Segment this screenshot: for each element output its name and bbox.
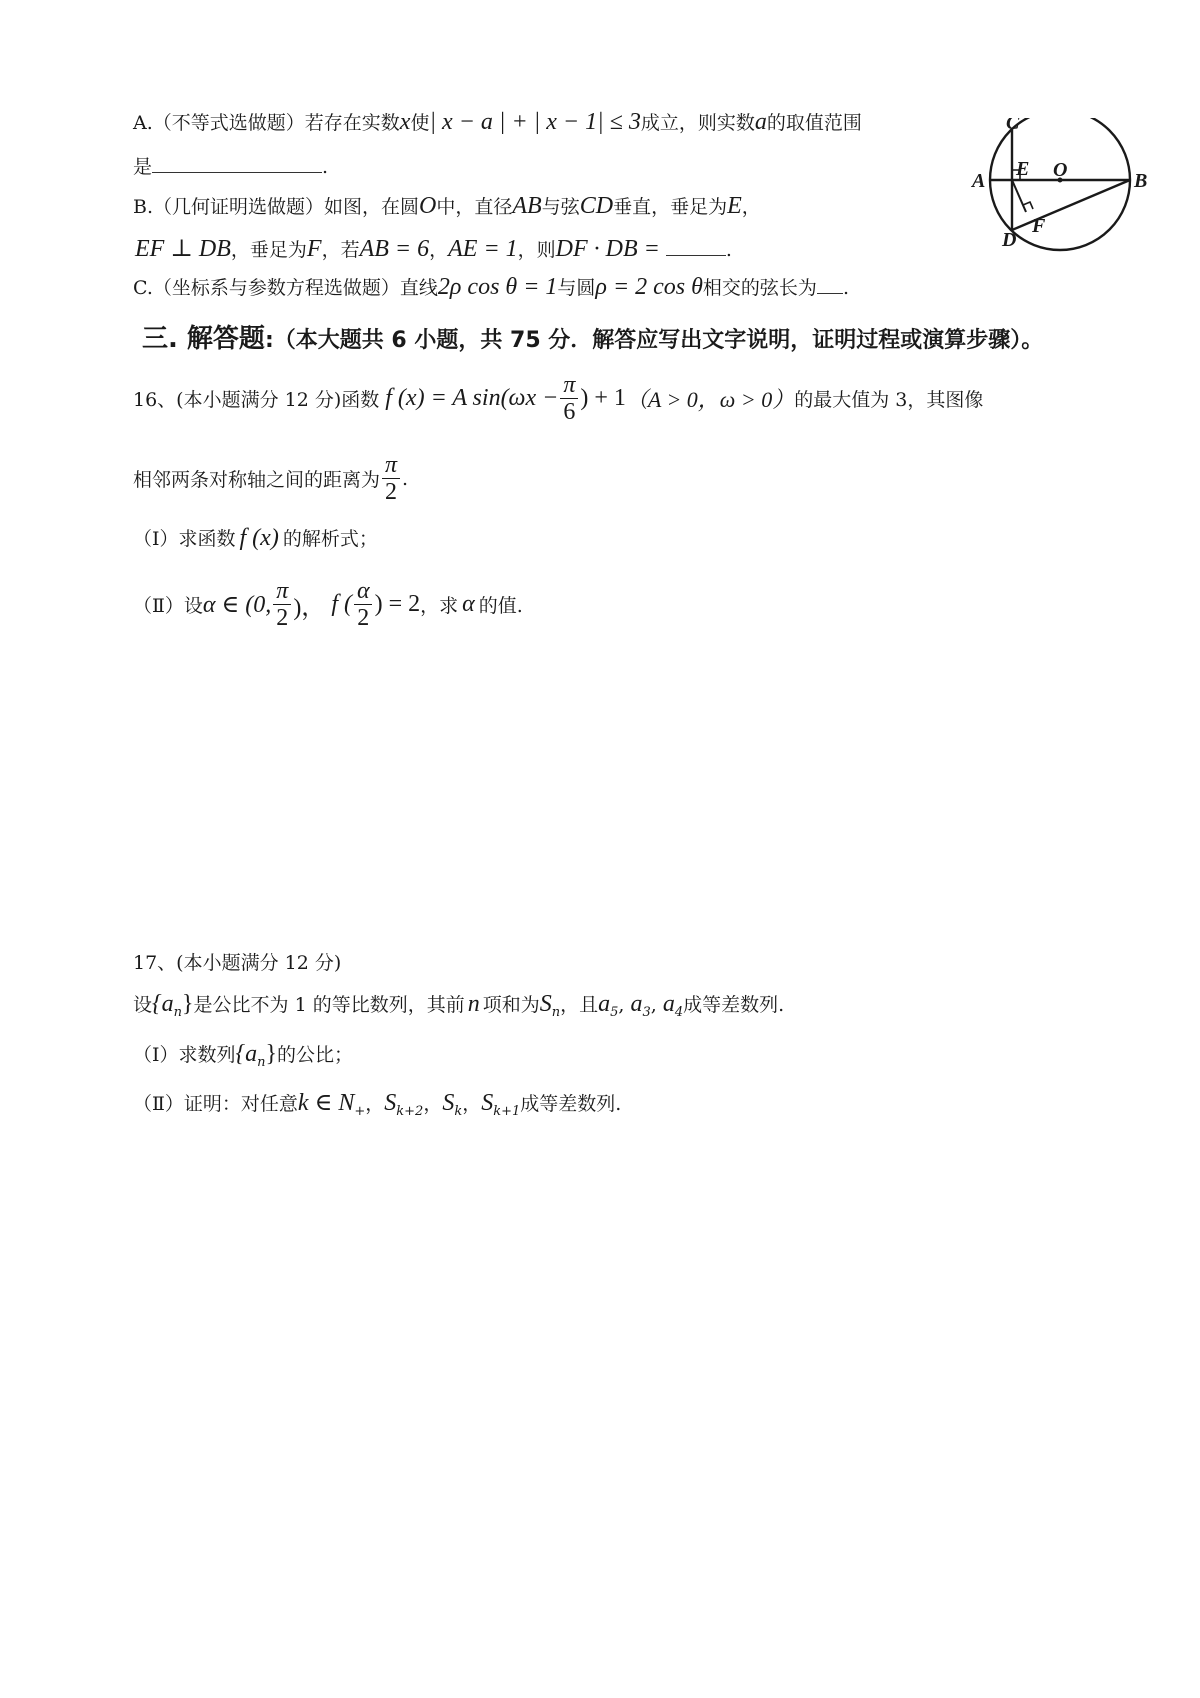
sub-n: n — [173, 1004, 182, 1020]
var-s: S — [539, 991, 552, 1017]
chord-cd: CD — [579, 193, 614, 219]
label-o: O — [1053, 159, 1068, 181]
frac-numerator: π — [563, 372, 576, 398]
option-b-l2-mid3: ，则 — [517, 239, 556, 261]
option-b-line1 — [133, 192, 761, 220]
q16-line2 — [133, 452, 408, 506]
label-d: D — [1002, 229, 1017, 251]
df-times-db: DF · DB = — [555, 236, 660, 262]
section-title: 三. 解答题 — [142, 324, 265, 354]
db-line — [1012, 180, 1130, 230]
q17-l1-b: 是公比不为 1 的等比数列，其前 — [193, 994, 465, 1016]
q17-number: 17、(本小题满分 12 分) — [133, 952, 342, 974]
option-b-l2-mid2: ，若 — [321, 239, 360, 261]
option-b-lead: B.（几何证明选做题）如图，在圆 — [133, 196, 420, 218]
q16-condition: （A > 0，ω > 0） — [625, 387, 795, 413]
point-f: F — [306, 236, 322, 262]
q17-part1 — [133, 1040, 353, 1070]
fraction-alpha-over-2 — [354, 578, 373, 632]
option-a-use: 使 — [410, 112, 430, 134]
ab-equals: AB = 6 — [359, 236, 430, 262]
alpha-symbol: α — [462, 591, 475, 618]
label-f: F — [1032, 215, 1046, 237]
label-c: C — [1006, 118, 1020, 134]
q17-part1-end: 的公比； — [277, 1044, 354, 1066]
var-x: x — [399, 109, 411, 135]
option-c-line — [133, 273, 849, 301]
label-a: A — [972, 170, 986, 192]
diameter-ab: AB — [512, 193, 542, 219]
s-k2: S — [384, 1090, 397, 1116]
q17-l1-d: ，且 — [560, 994, 599, 1016]
sep: ， — [462, 1093, 482, 1115]
option-b-line2 — [135, 234, 732, 263]
sub-5: 5 — [610, 1004, 619, 1020]
frac-numerator: α — [356, 578, 370, 604]
q16-function-end: ) + 1 — [580, 385, 626, 412]
line-equation: 2ρ cos θ = 1 — [437, 274, 558, 300]
option-c-lead: C.（坐标系与参数方程选做题）直线 — [133, 277, 438, 299]
option-a-line2-end: . — [322, 156, 329, 178]
q17-part1-label: （Ⅰ）求数列 — [133, 1044, 236, 1066]
perpendicular-ef-db: EF ⊥ DB — [135, 236, 231, 262]
option-c-end: . — [842, 277, 849, 299]
option-b-mid2: 与弦 — [541, 196, 580, 218]
fraction-pi-over-2 — [382, 452, 400, 506]
circle-o: O — [419, 193, 437, 219]
geometry-figure — [960, 118, 1160, 278]
seq-open: {a — [235, 1041, 258, 1067]
option-b-l2-end: . — [725, 239, 732, 261]
sub-k1: k+1 — [493, 1103, 521, 1119]
sub-k2: k+2 — [396, 1103, 424, 1119]
option-c-mid: 与圆 — [557, 277, 596, 299]
alpha-in-interval: α ∈ (0, — [202, 592, 272, 619]
option-b-sep: ， — [429, 239, 449, 261]
ae-equals: AE = 1 — [448, 236, 518, 262]
option-c-tail: 相交的弦长为 — [702, 277, 817, 299]
seq-open: {a — [152, 991, 174, 1017]
fraction-pi-over-6 — [560, 372, 578, 426]
q16-line2-text: 相邻两条对称轴之间的距离为 — [133, 469, 381, 492]
frac-denominator: 6 — [560, 398, 578, 425]
q17-part2-end: 成等差数列. — [520, 1093, 622, 1115]
frac-denominator: 2 — [273, 604, 291, 631]
q16-rest: 的最大值为 3，其图像 — [794, 389, 984, 412]
q16-part2-end: 的值. — [478, 595, 523, 618]
q16-line1 — [133, 372, 983, 426]
q17-part2-label: （Ⅱ）证明：对任意 — [133, 1093, 298, 1115]
circle-equation: ρ = 2 cos θ — [595, 274, 703, 300]
label-b: B — [1134, 170, 1148, 192]
seq-close: } — [182, 991, 194, 1017]
option-a-line1 — [133, 108, 862, 136]
f-open: f ( — [331, 591, 352, 618]
q17-header — [133, 948, 341, 975]
option-b-l2-mid1: ，垂足为 — [230, 239, 307, 261]
s-k1: S — [481, 1090, 494, 1116]
q17-l1-e: 成等差数列. — [683, 994, 785, 1016]
q16-number: 16、(本小题满分 12 分)函数 — [133, 389, 380, 412]
s-k: S — [442, 1090, 455, 1116]
k-in-n: k ∈ N — [297, 1090, 355, 1116]
var-n: n — [467, 991, 480, 1017]
ef-line — [1012, 180, 1026, 212]
q16-part2-label: （Ⅱ）设 — [133, 595, 203, 618]
frac-denominator: 2 — [382, 478, 400, 505]
a5: a — [598, 991, 611, 1017]
sub-n: n — [257, 1054, 266, 1070]
q17-line1 — [133, 990, 784, 1020]
option-a-tail: 的取值范围 — [766, 112, 862, 134]
sub-k: k — [454, 1103, 463, 1119]
abs-inequality: | x − a | + | x − 1| ≤ 3 — [429, 109, 641, 135]
option-a-cond: 成立，则实数 — [640, 112, 755, 134]
fraction-pi-over-2-b — [273, 578, 291, 632]
q16-part2-mid: ，求 — [420, 595, 459, 618]
option-a-line2-start: 是 — [133, 156, 153, 178]
answer-blank-c — [817, 275, 843, 294]
option-b-comma: ， — [741, 196, 761, 218]
q16-part1-label: （Ⅰ）求函数 — [133, 528, 236, 550]
section-heading — [142, 318, 1043, 355]
point-e: E — [727, 193, 742, 219]
a4: a — [662, 991, 675, 1017]
sub-plus: + — [354, 1103, 366, 1119]
frac-denominator: 2 — [354, 604, 372, 631]
f-close: ) = 2 — [374, 591, 421, 618]
option-a-line2 — [133, 152, 328, 179]
sub-3: 3 — [642, 1004, 651, 1020]
sub-n: n — [551, 1004, 561, 1020]
option-a-lead: A.（不等式选做题）若存在实数 — [133, 112, 400, 134]
q17-part2 — [133, 1088, 621, 1119]
interval-close: )， — [293, 595, 326, 622]
label-e: E — [1016, 158, 1030, 180]
option-b-mid3: 垂直，垂足为 — [613, 196, 728, 218]
frac-numerator: π — [276, 578, 289, 604]
answer-blank-b — [666, 237, 726, 256]
sub-4: 4 — [674, 1004, 684, 1020]
frac-numerator: π — [385, 452, 398, 478]
comma: , — [650, 994, 657, 1016]
comma: , — [618, 994, 625, 1016]
var-a: a — [754, 109, 767, 135]
circle-diagram — [960, 118, 1160, 278]
q16-line2-end: . — [402, 467, 409, 490]
q16-part2 — [133, 578, 523, 632]
q16-part1 — [133, 524, 378, 552]
q17-l1-a: 设 — [133, 994, 153, 1016]
a3: a — [630, 991, 643, 1017]
seq-close: } — [265, 1041, 278, 1067]
q16-function-start: f (x) = A sin(ωx − — [385, 385, 559, 412]
sep: ， — [423, 1093, 443, 1115]
section-desc: :（本大题共 6 小题，共 75 分．解答应写出文字说明，证明过程或演算步骤）。 — [264, 328, 1044, 353]
q16-part1-end: 的解析式； — [282, 528, 378, 550]
sep: ， — [365, 1093, 385, 1115]
q16-part1-f: f (x) — [239, 525, 279, 551]
q17-l1-c: 项和为 — [482, 994, 540, 1016]
option-b-mid1: 中，直径 — [436, 196, 513, 218]
answer-blank-a — [152, 154, 322, 173]
